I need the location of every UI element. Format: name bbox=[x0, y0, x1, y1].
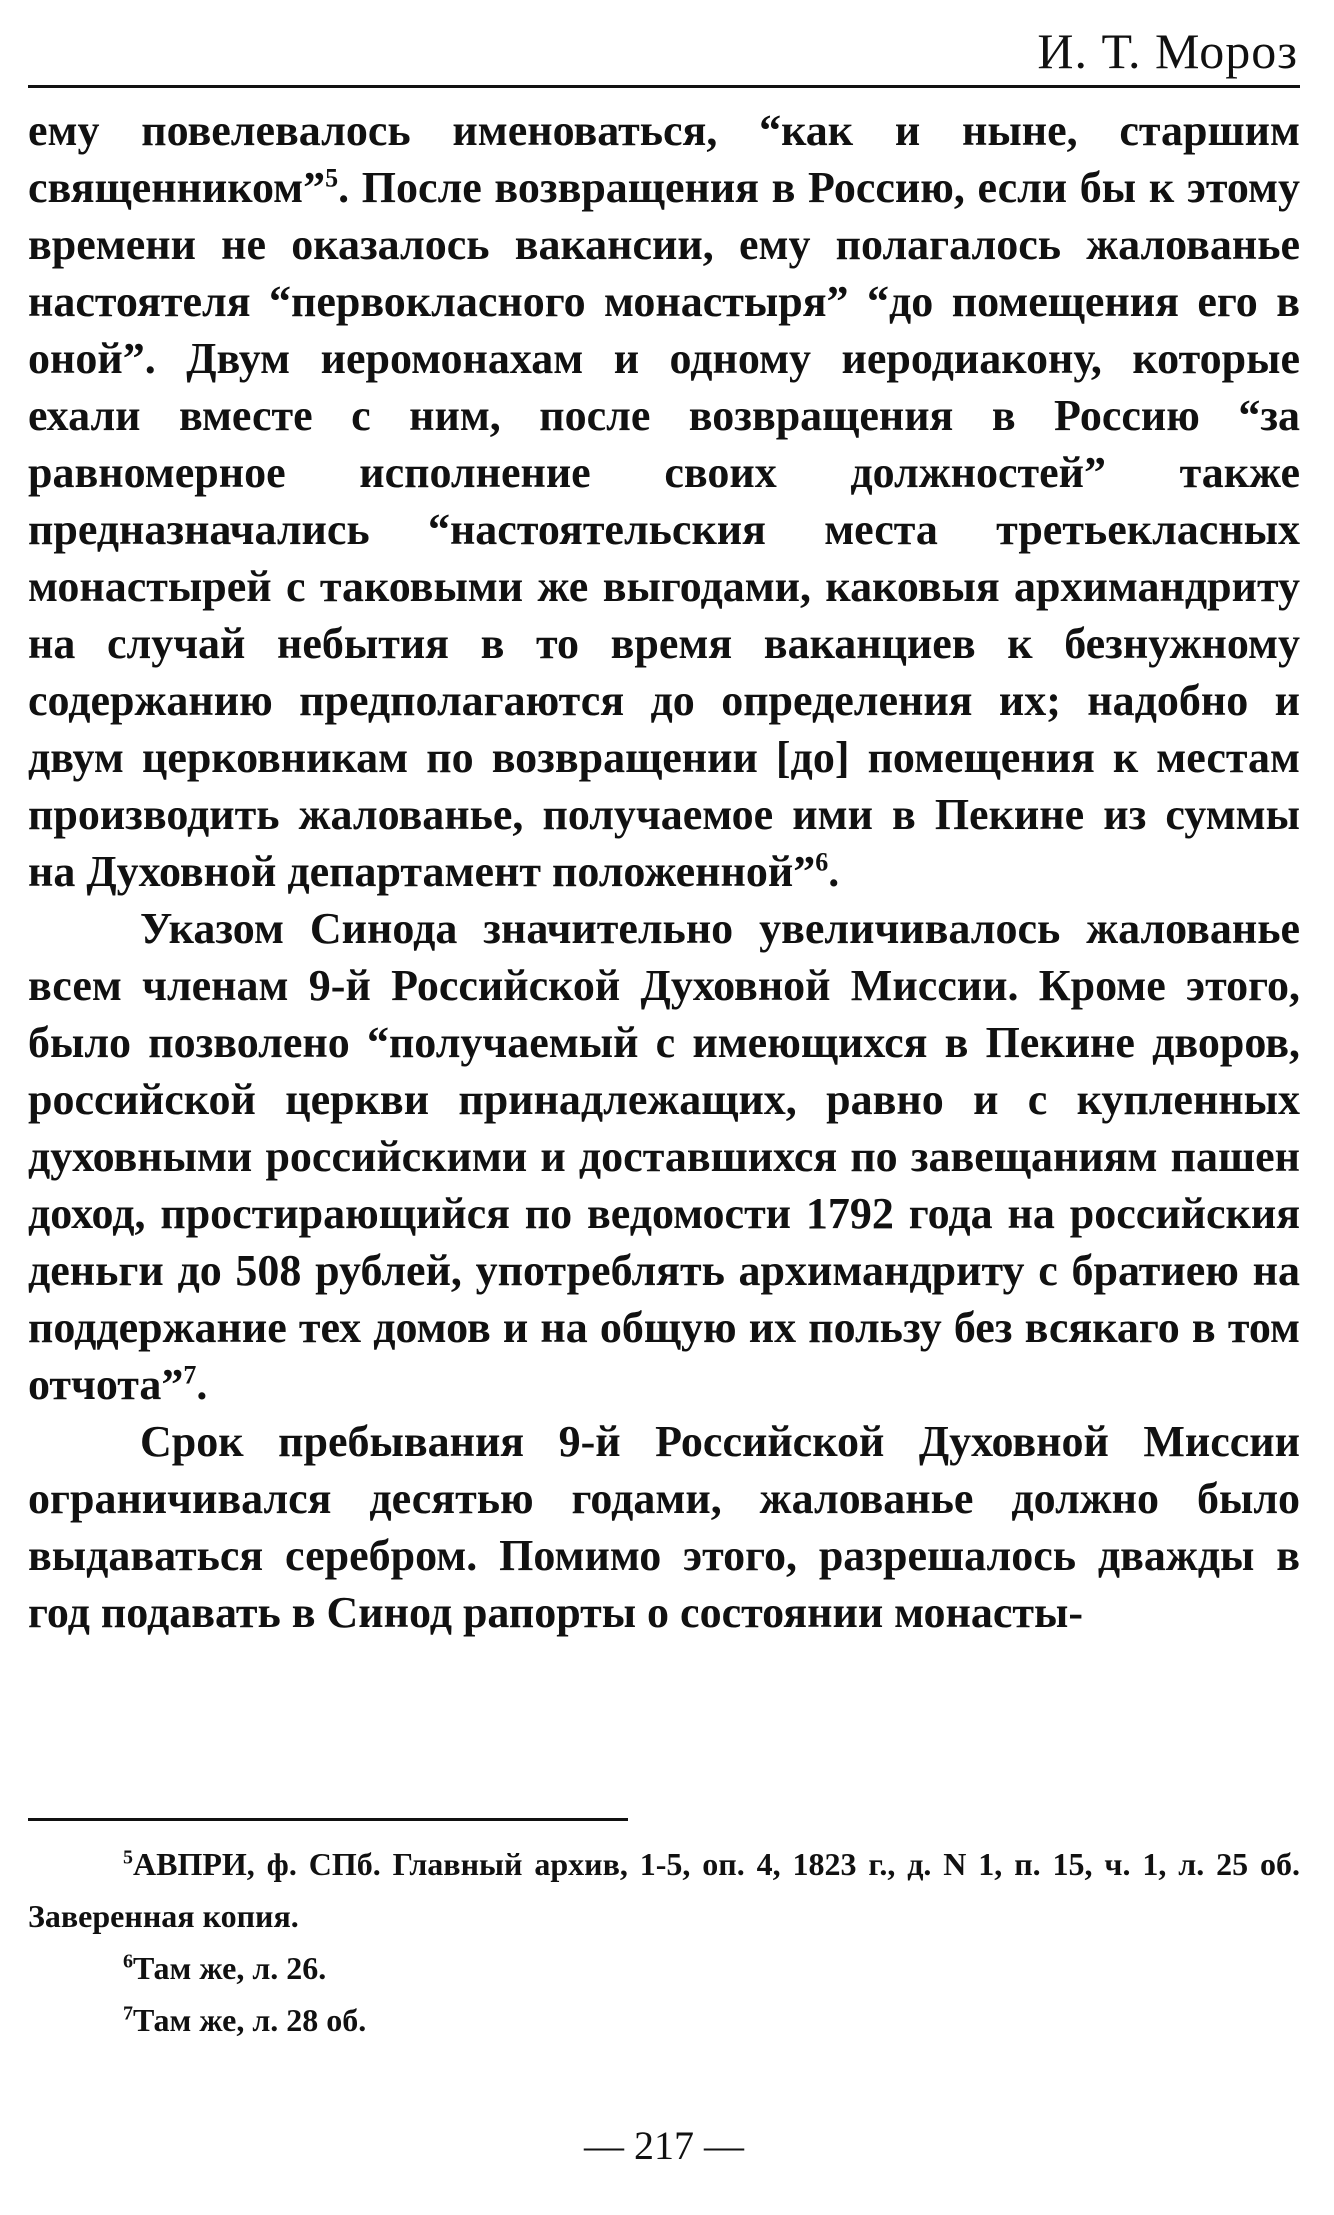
paragraph-2-text-b: . bbox=[196, 1360, 208, 1409]
footnote-separator bbox=[28, 1818, 628, 1821]
header-rule bbox=[28, 85, 1300, 88]
footnote-number: 5 bbox=[123, 1846, 133, 1869]
footnote-text: Там же, л. 28 об. bbox=[133, 2002, 367, 2038]
footnote-7 bbox=[28, 1994, 1300, 2046]
paragraph-1-text-a: ему повелевалось именоваться, “как и ныне, старшим священником” bbox=[28, 106, 1300, 212]
paragraph-2 bbox=[28, 900, 1300, 1413]
paragraph-1-text-b: . После возвращения в Россию, если бы к этому времени не оказалось вакансии, ему полагалось жалованье настоятеля “первокласного монастыря” “до помещения его в оной”. Двум иеромонахам и одному иеродиакону, которые ехали вместе с ним, после возвращения в Россию “за равномерное исполнение своих должностей” также предназначались “настоятельския места третьекласных монастырей с таковыми же выгодами, каковыя архимандриту на случай небытия в то время ваканциев к безнужному содержанию предполагаются до определения их; надобно и двум церковникам по возвращении [до] помещения к местам производить жалованье, получаемое ими в Пекине из суммы на Духовной департамент положенной” bbox=[28, 163, 1300, 896]
main-text bbox=[28, 102, 1300, 1641]
footnote-ref-7: 7 bbox=[183, 1360, 197, 1390]
footnote-5 bbox=[28, 1838, 1300, 1942]
page-number: — 217 — bbox=[584, 2123, 744, 2168]
footnote-text: Там же, л. 26. bbox=[133, 1950, 327, 1986]
paragraph-1 bbox=[28, 102, 1300, 900]
footnote-6 bbox=[28, 1942, 1300, 1994]
paragraph-1-text-c: . bbox=[828, 847, 840, 896]
footnote-ref-5: 5 bbox=[325, 163, 339, 193]
running-head-author: И. Т. Мороз bbox=[1037, 23, 1298, 79]
paragraph-3 bbox=[28, 1413, 1300, 1641]
paragraph-3-text: Срок пребывания 9-й Российской Духовной Миссии ограничивался десятью годами, жалованье должно было выдаваться серебром. Помимо этого, разрешалось дважды в год подавать в Синод рапорты о состоянии монасты- bbox=[28, 1417, 1300, 1637]
footnote-text: АВПРИ, ф. СПб. Главный архив, 1-5, оп. 4, 1823 г., д. N 1, п. 15, ч. 1, л. 25 об. Заверенная копия. bbox=[28, 1846, 1300, 1934]
footnote-number: 7 bbox=[123, 2002, 133, 2025]
footnote-number: 6 bbox=[123, 1950, 133, 1973]
footnote-ref-6: 6 bbox=[815, 847, 829, 877]
footnotes bbox=[28, 1838, 1300, 2046]
book-page bbox=[28, 0, 1300, 2215]
paragraph-2-text-a: Указом Синода значительно увеличивалось жалованье всем членам 9-й Российской Духовной Миссии. Кроме этого, было позволено “получаемый с имеющихся в Пекине дворов, российской церкви принадлежащих, равно и с купленных духовными российскими и доставшихся по завещаниям пашен доход, простирающийся по ведомости 1792 года на российския деньги до 508 рублей, употреблять архимандриту с братиею на поддержание тех домов и на общую их пользу без всякаго в том отчота” bbox=[28, 904, 1300, 1409]
